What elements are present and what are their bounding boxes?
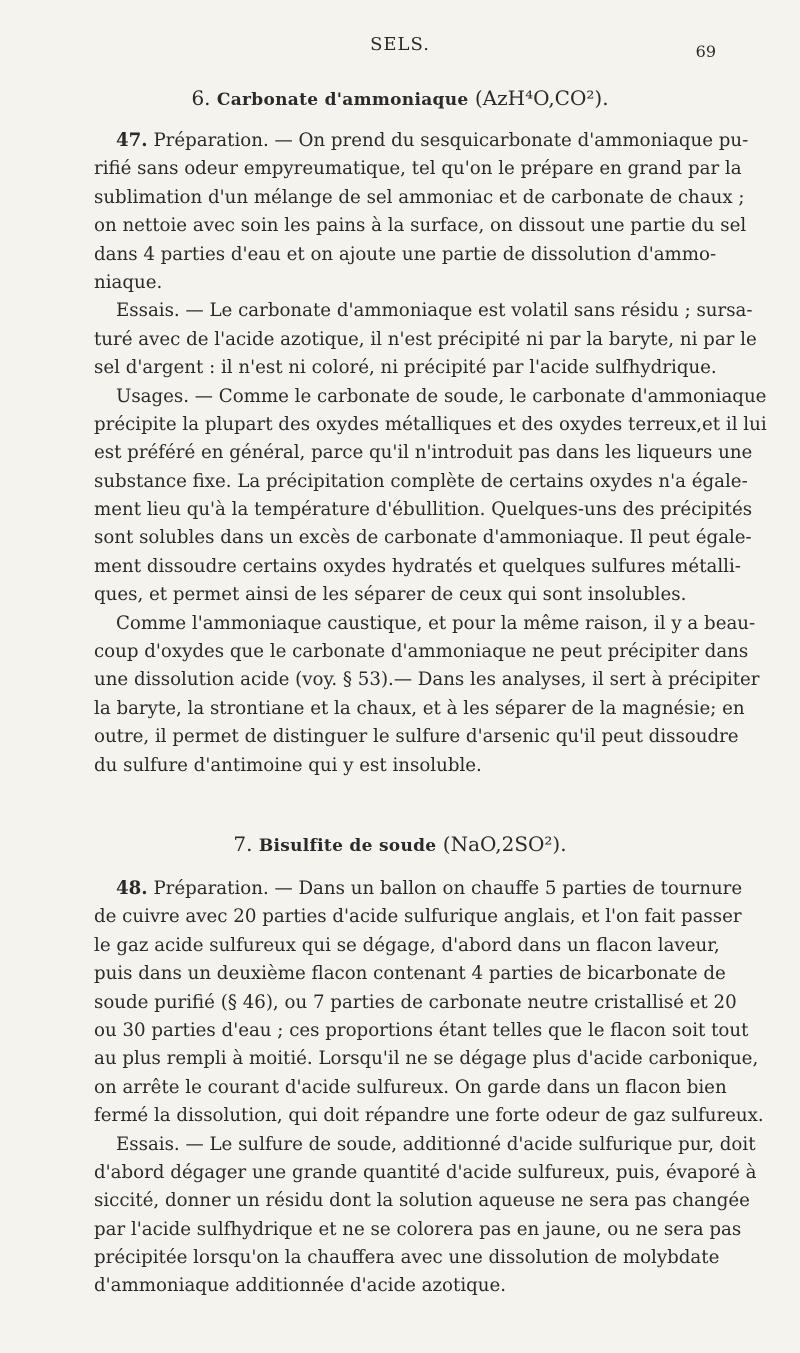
text-line (94, 875, 743, 903)
text-line (94, 468, 748, 496)
line-text: coup d'oxydes que le carbonate d'ammoniaque ne peut précipiter dans (94, 641, 749, 663)
text-line (94, 1272, 700, 1300)
section-title: Bisulfite de soude (258, 836, 437, 856)
text-line (94, 1159, 757, 1187)
line-text: précipite la plupart des oxydes métalliques et des oxydes terreux,et il lui (94, 413, 767, 435)
line-text: ou 30 parties d'eau ; ces proportions étant telles que le flacon soit tout (94, 1019, 749, 1041)
line-text: fermé la dissolution, qui doit répandre une forte odeur de gaz sulfureux. (94, 1105, 764, 1127)
text-line (94, 1017, 749, 1045)
line-text: sublimation d'un mélange de sel ammoniac et de carbonate de chaux ; (94, 186, 745, 208)
line-text: d'ammoniaque additionnée d'acide azotique. (94, 1275, 507, 1297)
section-title: Carbonate d'ammoniaque (216, 90, 469, 110)
section-6-body (94, 127, 767, 780)
text-line (94, 1244, 720, 1272)
text-line (94, 1131, 756, 1159)
page-number: 69 (695, 42, 716, 61)
line-text: par l'acide sulfhydrique et ne se colorera pas en jaune, ou ne sera pas (94, 1218, 742, 1240)
line-text: la baryte, la strontiane et la chaux, et à les séparer de la magnésie; en (94, 697, 745, 719)
text-line (94, 297, 753, 325)
line-text: rifié sans odeur empyreumatique, tel qu'on le prépare en grand par la (94, 158, 742, 180)
chemical-formula: (AzH⁴O,CO²). (474, 86, 609, 110)
line-text: ques, et permet ainsi de les séparer de ceux qui sont insolubles. (94, 584, 687, 606)
paragraph-number: 48. (116, 878, 148, 899)
section-number: 6. (191, 86, 211, 110)
line-text: Préparation. — On prend du sesquicarbonate d'ammoniaque pu- (147, 130, 749, 151)
line-text: ment lieu qu'à la température d'ébullition. Quelques-uns des précipités (94, 499, 753, 521)
line-text: Essais. — Le sulfure de soude, additionné d'acide sulfurique pur, doit (116, 1133, 756, 1155)
line-text: on arrête le courant d'acide sulfureux. On garde dans un flacon bien (94, 1076, 727, 1098)
text-line (94, 723, 739, 751)
text-line (94, 383, 767, 411)
text-line (94, 127, 749, 155)
line-text: de cuivre avec 20 parties d'acide sulfurique anglais, et l'on fait passer (94, 906, 742, 928)
text-line (94, 581, 700, 609)
line-text: est préféré en général, parce qu'il n'introduit pas dans les liqueurs une (94, 442, 753, 464)
text-line (94, 638, 749, 666)
line-text: le gaz acide sulfureux qui se dégage, d'abord dans un flacon laveur, (94, 934, 720, 956)
text-line (94, 496, 753, 524)
text-line (94, 960, 726, 988)
line-text: sel d'argent : il n'est ni coloré, ni précipité par l'acide sulfhydrique. (94, 357, 717, 379)
text-line (94, 439, 753, 467)
line-text: Comme l'ammoniaque caustique, et pour la même raison, il y a beau- (116, 612, 756, 634)
text-line (94, 695, 745, 723)
text-line (94, 666, 760, 694)
paragraph-number: 47. (116, 130, 148, 151)
text-line (94, 553, 741, 581)
text-line (94, 752, 700, 780)
section-6-heading (0, 86, 800, 110)
line-text: précipitée lorsqu'on la chauffera avec une dissolution de molybdate (94, 1247, 720, 1269)
line-text: substance fixe. La précipitation complète de certains oxydes n'a égale- (94, 470, 748, 492)
text-line (94, 411, 767, 439)
section-7-body (94, 875, 764, 1301)
text-line (94, 1074, 727, 1102)
text-line (94, 184, 745, 212)
line-text: au plus rempli à moitié. Lorsqu'il ne se dégage plus d'acide carbonique, (94, 1048, 759, 1070)
text-line (94, 903, 742, 931)
section-number: 7. (233, 832, 253, 856)
line-text: dans 4 parties d'eau et on ajoute une partie de dissolution d'ammo- (94, 243, 717, 265)
line-text: niaque. (94, 271, 163, 293)
text-line (94, 932, 720, 960)
line-text: une dissolution acide (voy. § 53).— Dans les analyses, il sert à précipiter (94, 669, 760, 691)
line-text: ment dissoudre certains oxydes hydratés et quelques sulfures métalli- (94, 555, 741, 577)
line-text: soude purifié (§ 46), ou 7 parties de carbonate neutre cristallisé et 20 (94, 991, 737, 1013)
line-text: d'abord dégager une grande quantité d'acide sulfureux, puis, évaporé à (94, 1161, 757, 1183)
text-line (94, 354, 717, 382)
line-text: Usages. — Comme le carbonate de soude, le carbonate d'ammoniaque (116, 385, 767, 407)
text-line (94, 269, 700, 297)
line-text: puis dans un deuxième flacon contenant 4 parties de bicarbonate de (94, 963, 726, 985)
text-line (94, 326, 757, 354)
text-line (94, 1102, 764, 1130)
text-line (94, 989, 737, 1017)
line-text: turé avec de l'acide azotique, il n'est précipité ni par la baryte, ni par le (94, 328, 757, 350)
chemical-formula: (NaO,2SO²). (442, 832, 567, 856)
section-7-heading (0, 832, 800, 856)
line-text: outre, il permet de distinguer le sulfure d'arsenic qu'il peut dissoudre (94, 726, 739, 748)
running-head: SELS. (370, 34, 430, 55)
line-text: sont solubles dans un excès de carbonate d'ammoniaque. Il peut égale- (94, 527, 752, 549)
line-text: siccité, donner un résidu dont la solution aqueuse ne sera pas changée (94, 1190, 750, 1212)
text-line (94, 524, 752, 552)
line-text: Préparation. — Dans un ballon on chauffe 5 parties de tournure (147, 878, 743, 899)
text-line (94, 1045, 759, 1073)
text-line (94, 610, 756, 638)
text-line (94, 212, 747, 240)
line-text: on nettoie avec soin les pains à la surface, on dissout une partie du sel (94, 215, 747, 237)
text-line (94, 1216, 742, 1244)
text-line (94, 241, 717, 269)
text-line (94, 155, 742, 183)
text-line (94, 1187, 750, 1215)
line-text: Essais. — Le carbonate d'ammoniaque est volatil sans résidu ; sursa- (116, 300, 753, 322)
line-text: du sulfure d'antimoine qui y est insoluble. (94, 754, 482, 776)
